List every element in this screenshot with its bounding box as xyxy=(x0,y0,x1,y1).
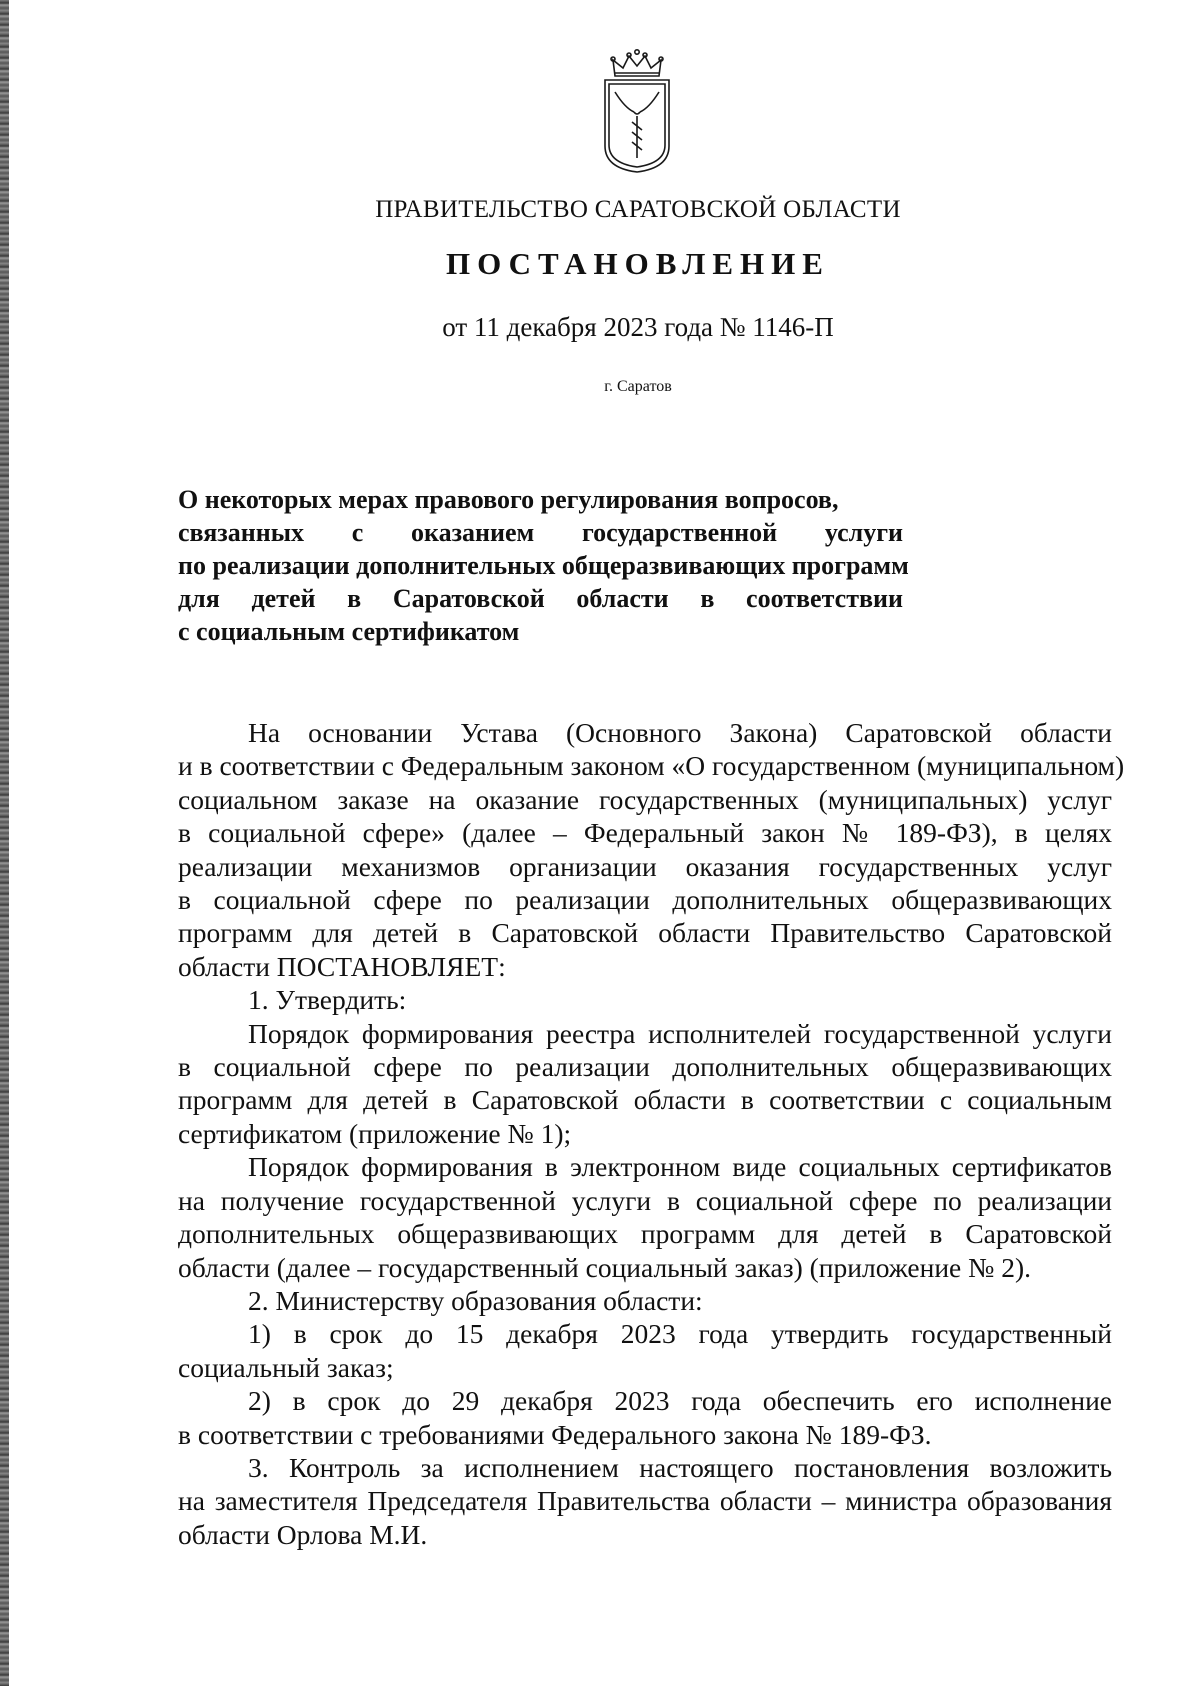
body-line: 2) в срок до 29 декабря 2023 года обеспечить его исполнение xyxy=(248,1385,1112,1417)
date-and-number: от 11 декабря 2023 года № 1146-П xyxy=(442,312,834,342)
subject-line: по реализации дополнительных общеразвивающих программ xyxy=(178,551,909,580)
body-line: 3. Контроль за исполнением настоящего постановления возложить xyxy=(248,1451,1112,1483)
body-line: на заместителя Председателя Правительства области – министра образования xyxy=(178,1485,1112,1517)
document-type: ПОСТАНОВЛЕНИЕ xyxy=(446,246,830,281)
coat-of-arms-icon xyxy=(601,46,673,174)
body-line: области Орлова М.И. xyxy=(178,1518,428,1550)
body-line: и в соответствии с Федеральным законом «О государственном (муниципальном) xyxy=(178,750,1125,782)
subject-line: О некоторых мерах правового регулирования вопросов, xyxy=(178,485,839,514)
body-line: социальный заказ; xyxy=(178,1351,394,1383)
subject-line: с социальным сертификатом xyxy=(178,617,520,646)
subject-line: связанных с оказанием государственной услуги xyxy=(178,518,903,547)
body-line: сертификатом (приложение № 1); xyxy=(178,1117,572,1149)
body-line: на получение государственной услуги в социальной сфере по реализации xyxy=(178,1184,1112,1216)
body-line: Порядок формирования реестра исполнителей государственной услуги xyxy=(248,1017,1112,1049)
body-line: области ПОСТАНОВЛЯЕТ: xyxy=(178,950,506,982)
document-subject xyxy=(178,483,909,648)
body-line: 1. Утвердить: xyxy=(248,984,407,1016)
body-line: программ для детей в Саратовской области Правительство Саратовской xyxy=(178,917,1112,949)
body-line: в соответствии с требованиями Федерального закона № 189-ФЗ. xyxy=(178,1418,932,1450)
government-name: ПРАВИТЕЛЬСТВО САРАТОВСКОЙ ОБЛАСТИ xyxy=(375,196,901,223)
body-line: в социальной сфере» (далее – Федеральный закон № 189-ФЗ), в целях xyxy=(178,817,1112,849)
body-line: 1) в срок до 15 декабря 2023 года утвердить государственный xyxy=(248,1318,1112,1350)
body-line: области (далее – государственный социальный заказ) (приложение № 2). xyxy=(178,1251,1032,1283)
city: г. Саратов xyxy=(604,378,672,395)
body-line: в социальной сфере по реализации дополнительных общеразвивающих xyxy=(178,1051,1112,1083)
body-line: дополнительных общеразвивающих программ для детей в Саратовской xyxy=(178,1218,1112,1250)
document-body xyxy=(178,716,1125,1551)
body-line: На основании Устава (Основного Закона) Саратовской области xyxy=(248,717,1112,748)
body-line: социальном заказе на оказание государственных (муниципальных) услуг xyxy=(178,783,1112,815)
subject-line: для детей в Саратовской области в соответствии xyxy=(178,584,903,613)
body-line: 2. Министерству образования области: xyxy=(248,1284,703,1316)
body-line: программ для детей в Саратовской области в соответствии с социальным xyxy=(178,1084,1112,1116)
body-line: в социальной сфере по реализации дополнительных общеразвивающих xyxy=(178,884,1112,916)
body-line: Порядок формирования в электронном виде социальных сертификатов xyxy=(248,1151,1112,1183)
body-line: реализации механизмов организации оказания государственных услуг xyxy=(178,850,1112,882)
